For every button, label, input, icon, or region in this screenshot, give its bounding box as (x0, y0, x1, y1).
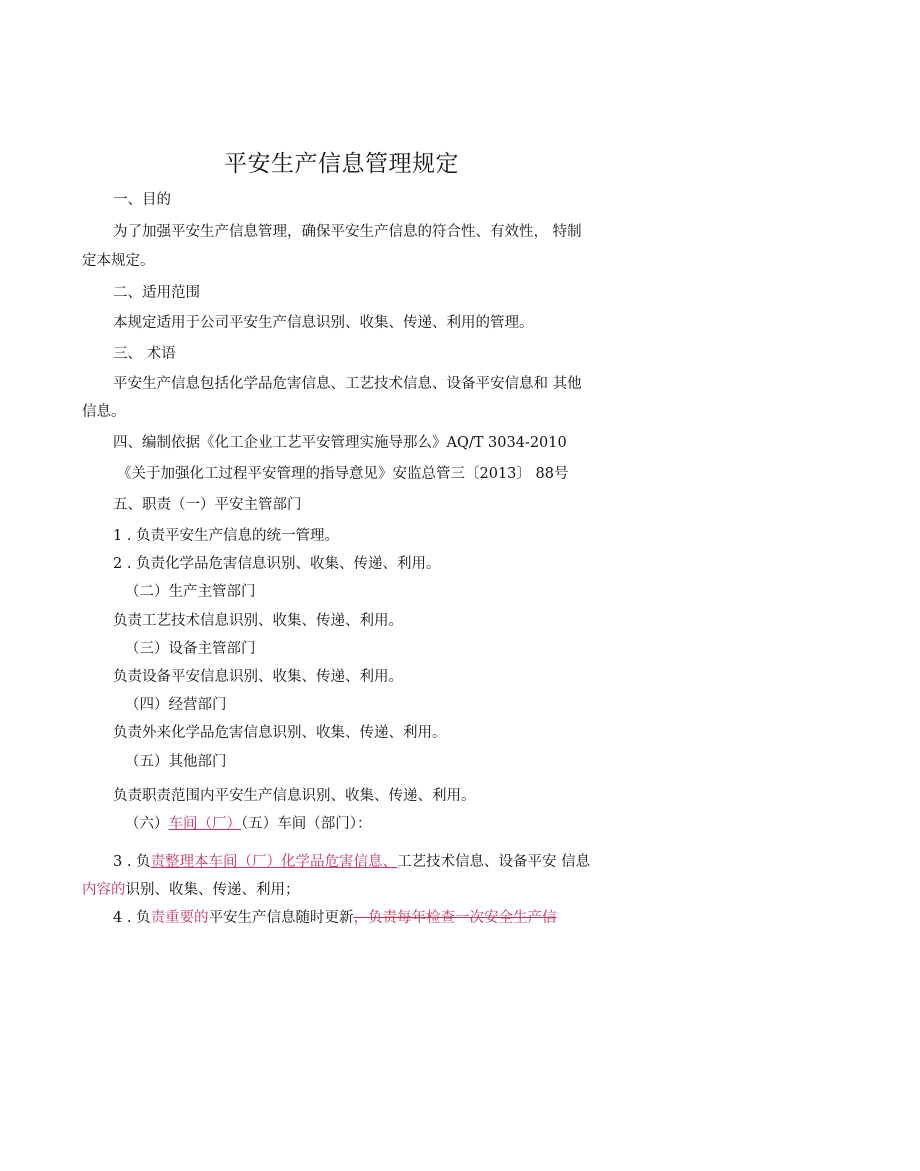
inserted-revision: 责重要的 (150, 910, 209, 926)
section-2-heading: 二、适用范围 (113, 285, 200, 301)
section-3-heading: 三、 术语 (113, 346, 176, 362)
subsection-6-prefix: （六） (125, 816, 169, 832)
inserted-revision: 车间（厂） (168, 816, 241, 832)
subsection-4-heading: （四）经营部门 (125, 697, 227, 713)
subsection-4-text: 负责外来化学品危害信息识别、收集、传递、利用。 (113, 725, 447, 741)
item-4-text: 平安生产信息随时更新 (208, 910, 354, 926)
subsection-6-rest: （五）车间（部门）： (241, 816, 372, 832)
duty-item-2: 2 . 负责化学品危害信息识别、收集、传递、利用。 (113, 556, 441, 572)
section-5-heading: 五、职责（一）平安主管部门 (113, 497, 302, 513)
section-2-paragraph: 本规定适用于公司平安生产信息识别、收集、传递、利用的管理。 (113, 315, 534, 331)
subsection-3-heading: （三）设备主管部门 (125, 641, 256, 657)
section-1-heading: 一、目的 (113, 192, 171, 208)
subsection-5-heading: （五）其他部门 (125, 754, 227, 770)
section-4-heading: 四、编制依据《化工企业工艺平安管理实施导那么》AQ/T 3034-2010 (113, 435, 567, 451)
section-1-paragraph-line-1: 为了加强平安生产信息管理，确保平安生产信息的符合性、有效性， 特制 (113, 224, 582, 240)
document-title: 平安生产信息管理规定 (224, 151, 459, 177)
subsection-5-text: 负责职责范围内平安生产信息识别、收集、传递、利用。 (113, 788, 476, 804)
subsection-6-heading (125, 814, 372, 834)
item-3-text: 3 . 负 (113, 854, 151, 870)
section-4-reference-2: 《关于加强化工过程平安管理的指导意见》安监总管三〔2013〕 88号 (117, 466, 569, 482)
section-1-paragraph-line-2: 定本规定。 (82, 253, 155, 269)
deleted-revision: ，负责每年检查一次安全生产信 (353, 910, 557, 926)
subsection-2-heading: （二）生产主管部门 (125, 584, 256, 600)
item-4-text: 4 . 负 (113, 910, 151, 926)
section-3-paragraph-line-2: 信息。 (82, 404, 126, 420)
duty-item-3-line-2 (82, 880, 300, 900)
subsection-2-text: 负责工艺技术信息识别、收集、传递、利用。 (113, 613, 403, 629)
inserted-revision: 责整理本车间（厂）化学品危害信息、 (150, 854, 398, 870)
item-3-text: 识别、收集、传递、利用； (125, 882, 300, 898)
item-3-text: 工艺技术信息、设备平安 信息 (397, 854, 591, 870)
subsection-3-text: 负责设备平安信息识别、收集、传递、利用。 (113, 669, 403, 685)
duty-item-4 (113, 908, 557, 928)
inserted-revision: 内容的 (82, 882, 126, 898)
duty-item-3-line-1 (113, 852, 590, 872)
duty-item-1: 1 . 负责平安生产信息的统一管理。 (113, 528, 340, 544)
section-3-paragraph-line-1: 平安生产信息包括化学品危害信息、工艺技术信息、设备平安信息和 其他 (113, 376, 582, 392)
